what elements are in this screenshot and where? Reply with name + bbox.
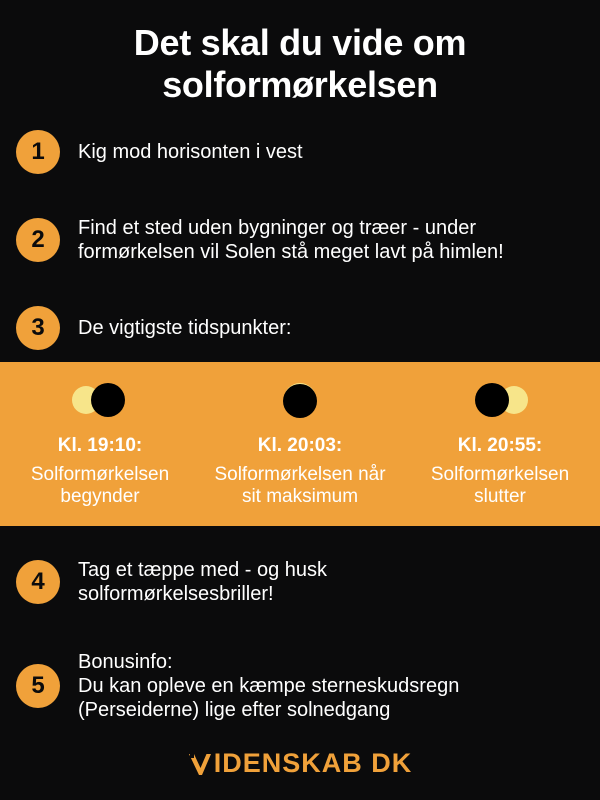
page-title [0,22,600,106]
step-number-badge: 1 [16,130,60,174]
step-text [78,316,291,340]
timeline-band [0,362,600,526]
step-text-line: Tag et tæppe med - og husk [78,559,328,581]
step-text-line: (Perseiderne) lige efter solnedgang [78,699,391,721]
eclipse-maximum-icon [275,380,325,420]
step-number-badge: 3 [16,306,60,350]
timeline-item-end [400,362,600,526]
timeline-description [0,464,200,508]
step-text-line: formørkelsen vil Solen stå meget lavt på himlen! [78,241,504,263]
step-text [78,140,303,164]
step-text [78,650,459,722]
step-1 [16,130,586,174]
timeline-item-begin [0,362,200,526]
timeline-time: Kl. 20:03: [257,435,343,456]
timeline-description-line: Solformørkelsen når [214,464,386,485]
videnskab-logo [0,748,600,779]
step-number-badge: 2 [16,218,60,262]
timeline-description-line: Solformørkelsen [30,464,170,485]
timeline-description-line: slutter [474,486,526,507]
step-5 [16,650,586,722]
eclipse-end-icon [465,380,535,420]
step-3 [16,306,586,350]
title-line-1: Det skal du vide om [133,22,467,63]
eclipse-begin-icon [65,380,135,420]
step-text-line: Kig mod horisonten i vest [78,141,303,163]
timeline-description [200,464,400,508]
timeline-time: Kl. 20:55: [457,435,543,456]
step-text-line: Bonusinfo: [78,651,173,673]
step-2 [16,216,586,264]
timeline-item-maximum [200,362,400,526]
timeline-description-line: begynder [60,486,140,507]
videnskab-v-mark-icon [188,751,212,777]
timeline-description-line: Solformørkelsen [430,464,570,485]
step-number-badge: 5 [16,664,60,708]
step-text-line: Du kan opleve en kæmpe sterneskudsregn [78,675,460,697]
title-line-2: solformørkelsen [162,64,438,105]
step-text [78,558,327,606]
timeline-time: Kl. 19:10: [57,435,143,456]
timeline-description [400,464,600,508]
step-4 [16,558,586,606]
step-text-line: De vigtigste tidspunkter: [78,317,292,339]
step-number-badge: 4 [16,560,60,604]
step-text [78,216,504,264]
step-text-line: Find et sted uden bygninger og træer - under [78,217,477,239]
timeline-description-line: sit maksimum [241,486,359,507]
step-text-line: solformørkelsesbriller! [78,583,274,605]
logo-text: IDENSKAB DK [213,748,413,778]
